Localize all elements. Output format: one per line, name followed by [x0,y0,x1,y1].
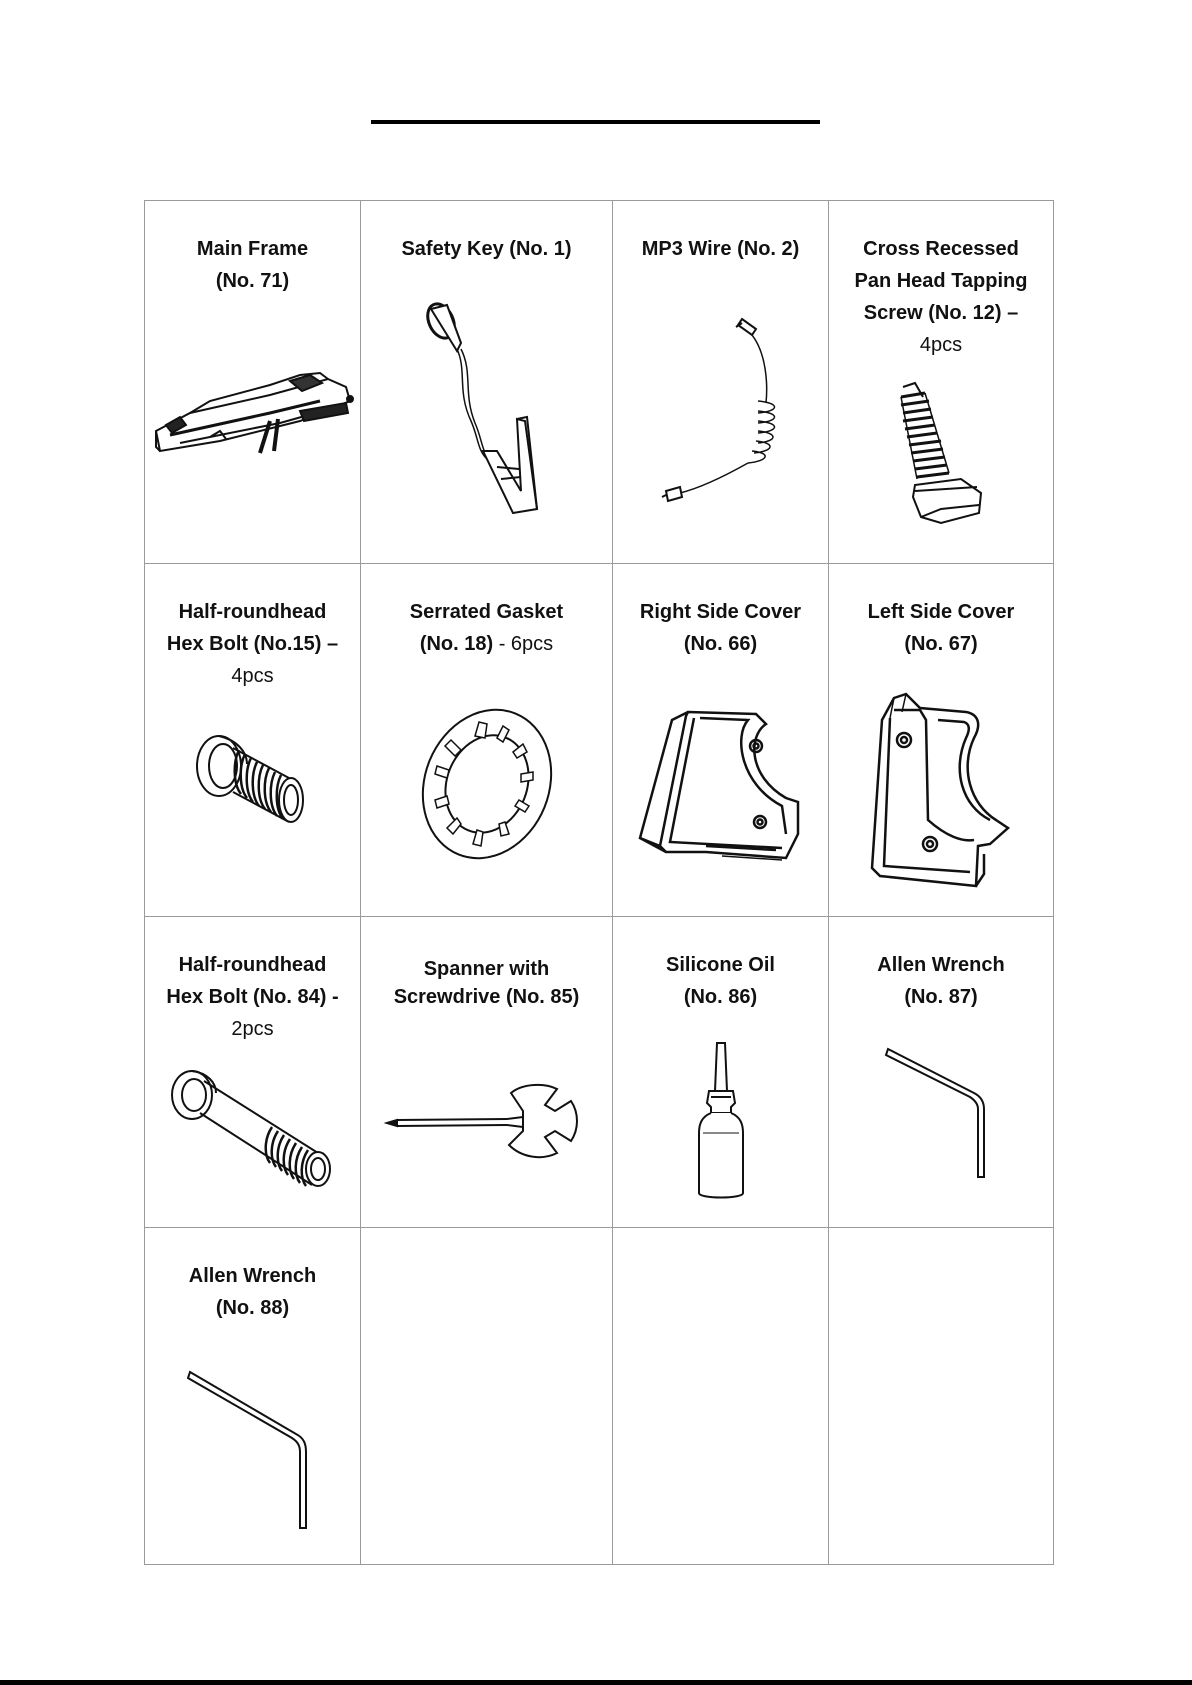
part-name: Main Frame [196,238,309,260]
part-quantity: 4pcs [231,665,274,687]
part-quantity: 2pcs [231,1018,274,1040]
part-label [361,596,612,660]
part-name: Silicone Oil [666,954,775,976]
part-number: (No. 18) [419,633,494,655]
part-label [361,955,612,1011]
part-cell-right-side-cover [613,564,829,917]
part-name: Serrated Gasket [409,601,564,623]
part-number: Screw (No. 12) – [863,302,1019,324]
tapping-screw-icon [829,383,1053,533]
part-cell-silicone-oil [613,917,829,1228]
part-number: Screwdrive (No. 85) [393,986,580,1008]
part-number: (No. 86) [683,986,758,1008]
parts-table [144,200,1054,1565]
empty-cell [613,1228,829,1565]
left-side-cover-icon [829,690,1053,890]
long-hex-bolt-icon [145,1067,360,1191]
part-name: MP3 Wire (No. 2) [641,238,800,260]
mp3-wire-icon [613,313,828,513]
part-cell-tapping-screw [829,201,1054,564]
part-number: Hex Bolt (No.15) – [166,633,339,655]
part-label [829,596,1053,660]
table-row [145,201,1054,564]
part-cell-safety-key [361,201,613,564]
table-row [145,564,1054,917]
empty-cell [829,1228,1054,1565]
part-quantity: - 6pcs [498,633,554,655]
part-quantity: 4pcs [919,334,963,356]
treadmill-frame-icon [145,361,360,461]
part-cell-mp3-wire [613,201,829,564]
part-cell-spanner [361,917,613,1228]
part-name: Left Side Cover [867,601,1015,623]
title-underline [371,120,820,124]
part-name: Allen Wrench [188,1265,317,1287]
part-label [613,233,828,265]
part-number: (No. 88) [215,1297,290,1319]
safety-key-icon [361,301,612,517]
part-cell-main-frame [145,201,361,564]
part-cell-left-side-cover [829,564,1054,917]
spanner-screwdriver-icon [361,1083,612,1157]
right-side-cover-icon [613,706,828,866]
part-cell-hex-bolt-84 [145,917,361,1228]
part-label [145,949,360,1045]
empty-cell [361,1228,613,1565]
part-number: (No. 87) [904,986,978,1008]
part-cell-hex-bolt-15 [145,564,361,917]
short-hex-bolt-icon [145,732,360,828]
part-label [613,949,828,1013]
allen-wrench-icon [829,1045,1053,1181]
part-name: Half-roundhead [178,601,327,623]
part-label [829,233,1053,361]
part-cell-allen-wrench-87 [829,917,1054,1228]
part-name-line: Pan Head Tapping [854,270,1028,292]
page-bottom-border [0,1680,1192,1685]
part-name: Safety Key (No. 1) [401,238,572,260]
table-row [145,1228,1054,1565]
part-cell-allen-wrench-88 [145,1228,361,1565]
part-name: Spanner with [423,958,550,980]
part-name: Right Side Cover [639,601,802,623]
silicone-oil-icon [613,1041,828,1201]
part-label [145,1260,360,1324]
part-number: (No. 71) [215,270,290,292]
part-label [361,233,612,265]
part-name: Cross Recessed [863,238,1019,260]
part-label [145,596,360,692]
table-row [145,917,1054,1228]
allen-wrench-icon [145,1368,360,1532]
part-label [829,949,1053,1013]
part-number: (No. 67) [904,633,978,655]
part-name: Half-roundhead [178,954,327,976]
part-name: Allen Wrench [877,954,1005,976]
serrated-gasket-icon [361,704,612,864]
part-number: (No. 66) [683,633,758,655]
part-number: Hex Bolt (No. 84) - [166,986,339,1008]
part-label [613,596,828,660]
part-label [145,233,360,297]
part-cell-serrated-gasket [361,564,613,917]
